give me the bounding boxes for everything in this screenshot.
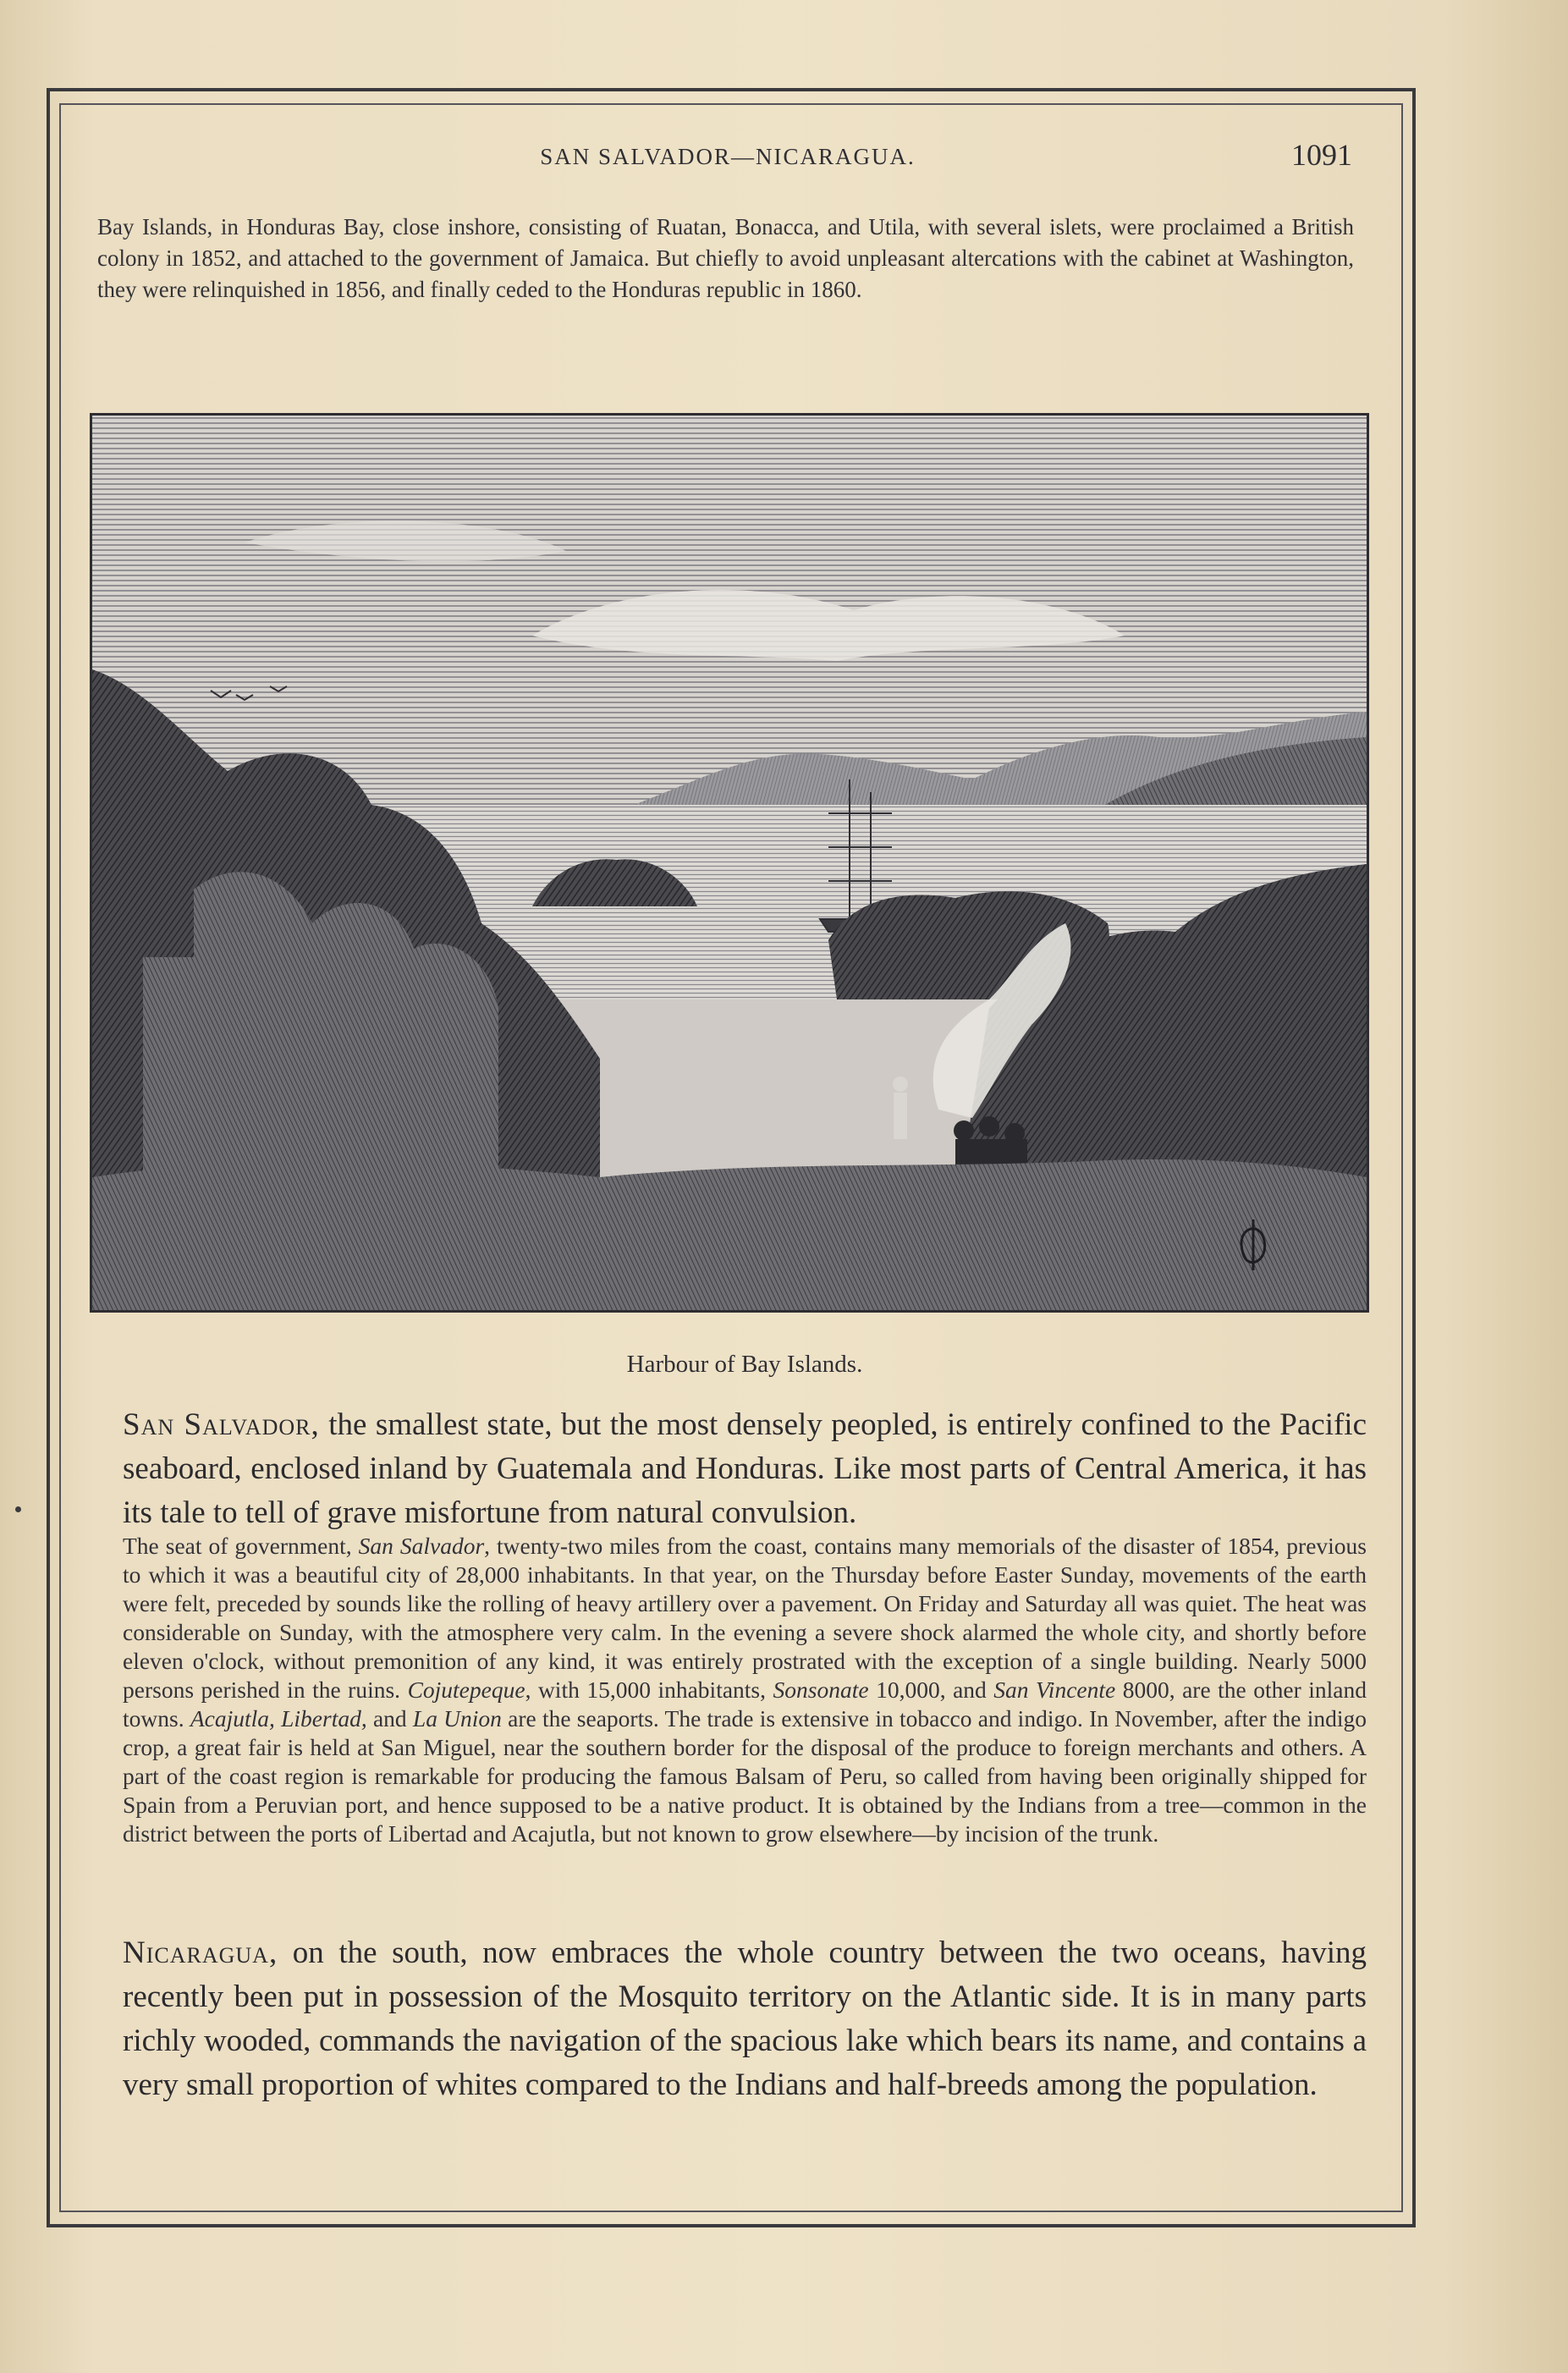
detail-text: , with 15,000 inhabitants, bbox=[525, 1677, 773, 1703]
place-name: Sonsonate bbox=[773, 1677, 869, 1703]
place-name: San Salvador bbox=[358, 1533, 485, 1559]
place-name: San Vincente bbox=[993, 1677, 1116, 1703]
san-salvador-lead-text: the smallest state, but the most densely peopled, is entirely confined to the Pacific seaboard, enclosed inland by Guatemala and Honduras. Like most parts of Central America, it has its tale to tell of grave misfortune from natural convulsion. bbox=[123, 1407, 1367, 1530]
foreground-grass bbox=[92, 1159, 1367, 1310]
san-salvador-detail-paragraph bbox=[123, 1532, 1367, 1848]
san-salvador-lead-paragraph bbox=[123, 1403, 1367, 1535]
detail-text: and bbox=[366, 1705, 413, 1732]
detail-text: 8000, are the other inland towns. bbox=[123, 1677, 1367, 1732]
detail-text: The seat of government, bbox=[123, 1533, 359, 1559]
page-number: 1091 bbox=[1291, 138, 1352, 172]
detail-text: , twenty-two miles from the coast, contains many memorials of the disaster of 1854, previous to which it was a beautiful city of 28,000 inhabitants. In that year, on the Thursday before Easter Sunday, movements of the earth were felt, preceded by sounds like the rolling of heavy artillery over a pavement. On Friday and Saturday all was quiet. The heat was considerable on Sunday, with the atmosphere very calm. In the evening a severe shock alarmed the whole city, and shortly before eleven o'clock, without premonition of any kind, it was entirely prostrated with the exception of a single building. Nearly 5000 persons perished in the ruins. bbox=[123, 1533, 1367, 1703]
margin-mark bbox=[15, 1506, 21, 1512]
detail-text: are the seaports. The trade is extensive in tobacco and indigo. In November, after the indigo crop, a great fair is held at San Miguel, near the southern border for the disposal of the produce to foreign merchants and others. A part of the coast region is remarkable for producing the famous Balsam of Peru, so called from having been originally shipped for Spain from a Peruvian port, and hence supposed to be a native product. It is obtained by the Indians from a tree—common in the district between the ports of Libertad and Acajutla, but not known to grow elsewhere—by incision of the trunk. bbox=[123, 1705, 1367, 1847]
place-name: La Union bbox=[412, 1705, 502, 1732]
nicaragua-paragraph bbox=[123, 1931, 1367, 2107]
detail-text: 10,000, and bbox=[868, 1677, 994, 1703]
harbour-illustration bbox=[90, 413, 1369, 1313]
nicaragua-text: on the south, now embraces the whole country between the two oceans, having recently been put in possession of the Mosquito territory on the Atlantic side. It is in many parts richly wooded, commands the navigation of the spacious lake which bears its name, and contains a very small proportion of whites compared to the Indians and half-breeds among the population. bbox=[123, 1935, 1367, 2102]
san-salvador-heading: San Salvador, bbox=[123, 1407, 320, 1442]
place-name: Acajutla, Libertad, bbox=[190, 1705, 367, 1732]
illustration-caption: Harbour of Bay Islands. bbox=[626, 1351, 863, 1378]
nicaragua-heading: Nicaragua, bbox=[123, 1935, 278, 1970]
running-title: SAN SALVADOR—NICARAGUA. bbox=[540, 144, 916, 169]
place-name: Cojutepeque bbox=[407, 1677, 525, 1703]
intro-paragraph: Bay Islands, in Honduras Bay, close inshore, consisting of Ruatan, Bonacca, and Utila, with several islets, were proclaimed a British colony in 1852, and attached to the government of Jamaica. But chiefly to avoid unpleasant altercations with the cabinet at Washington, they were relinquished in 1856, and finally ceded to the Honduras republic in 1860. bbox=[97, 214, 1354, 302]
